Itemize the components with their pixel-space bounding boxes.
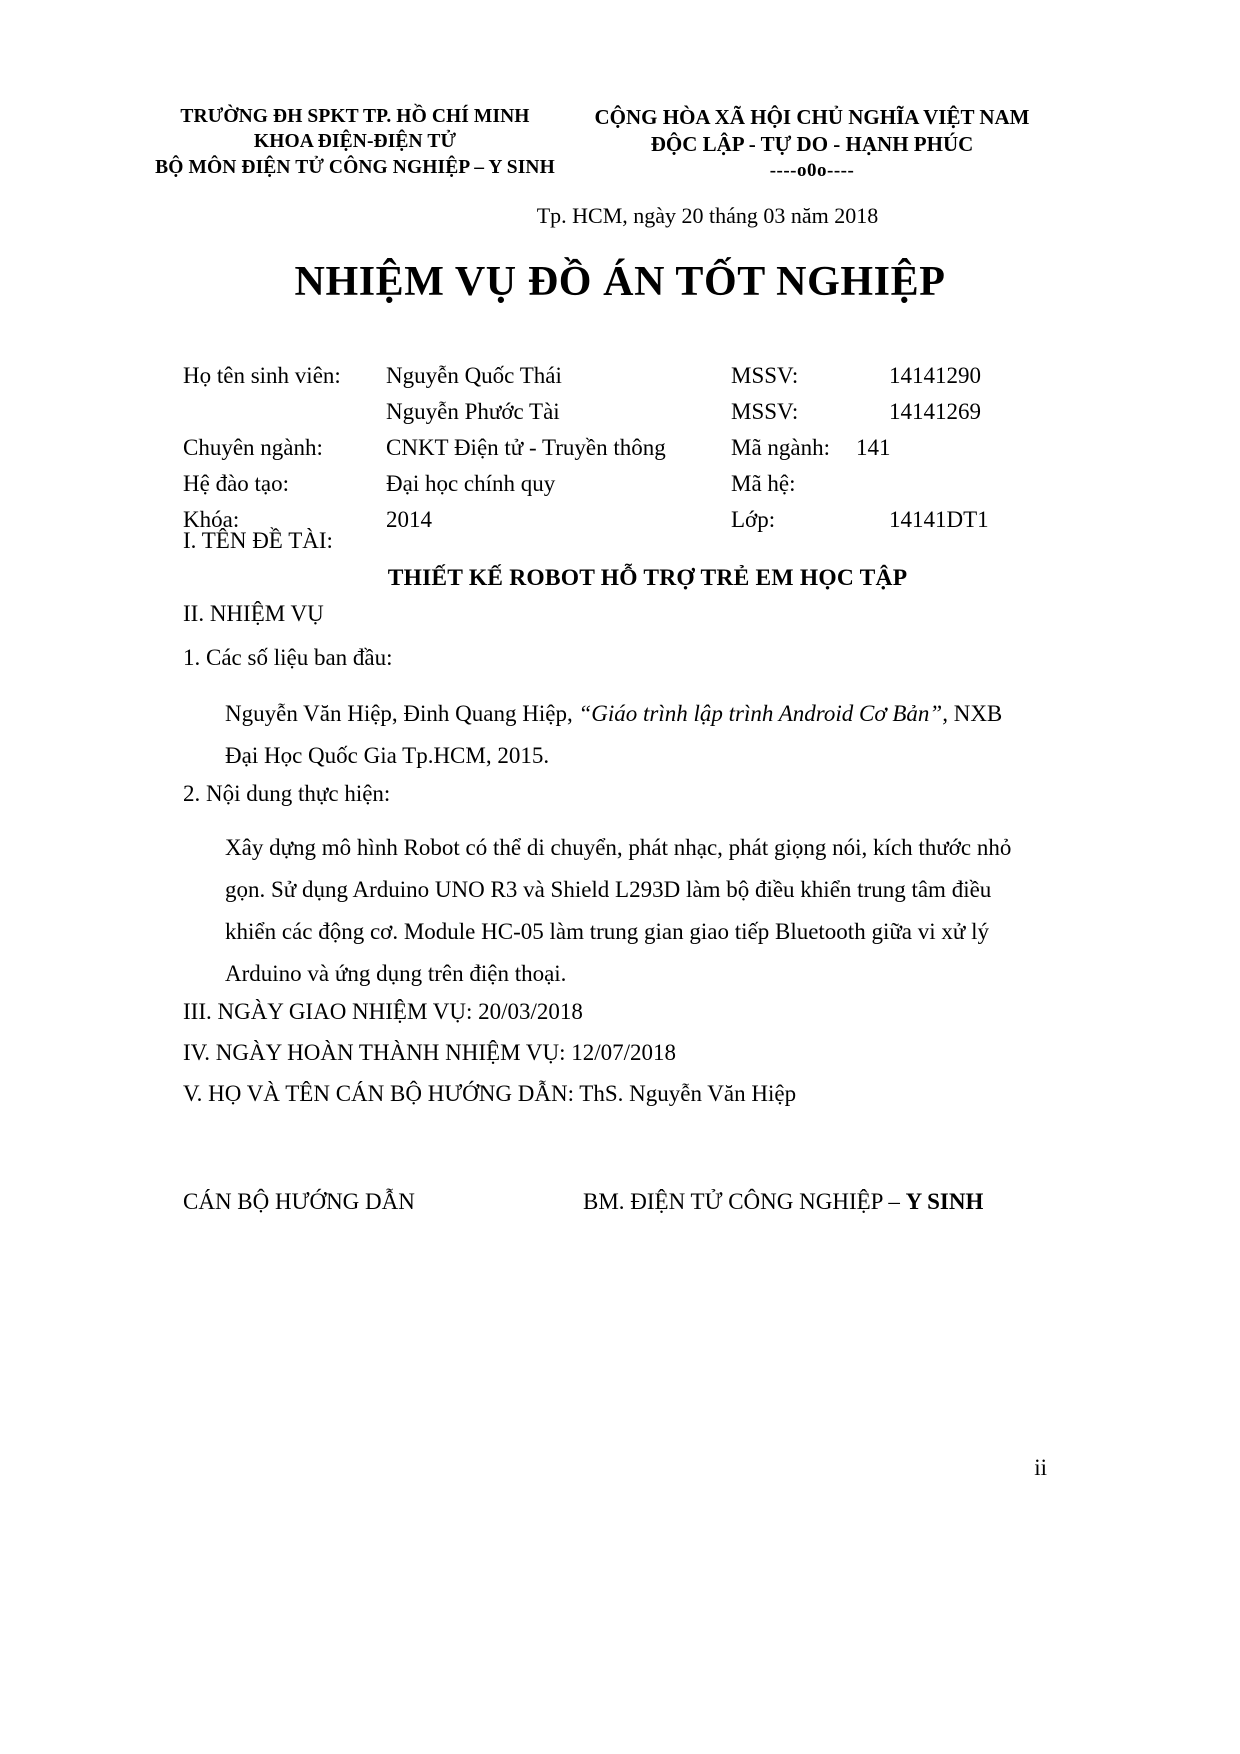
document-header	[0, 104, 1240, 183]
info-value2: 14141269	[889, 399, 981, 424]
table-row	[183, 436, 1083, 472]
section-4-heading: IV. NGÀY HOÀN THÀNH NHIỆM VỤ: 12/07/2018	[183, 1040, 677, 1065]
section-1-heading: I. TÊN ĐỀ TÀI:	[183, 528, 333, 553]
page-title: NHIỆM VỤ ĐỒ ÁN TỐT NGHIỆP	[294, 259, 946, 305]
info-value: Nguyễn Quốc Thái	[386, 363, 562, 388]
info-value: CNKT Điện tử - Truyền thông	[386, 435, 666, 460]
info-label2: MSSV:	[731, 399, 799, 424]
table-row	[183, 364, 1083, 400]
info-label2: Mã ngành:	[731, 435, 831, 460]
section-2-heading: II. NHIỆM VỤ	[183, 601, 324, 626]
reference-publisher: NXB Đại Học Quốc Gia Tp.HCM, 2015.	[225, 701, 1003, 768]
section-2-item-2-body: Xây dựng mô hình Robot có thể di chuyển, phát nhạc, phát giọng nói, kích thước nhỏ gọn. Sử dụng Arduino UNO R3 và Shield L293D làm bộ điều khiển trung tâm điều khiển các động cơ. Module HC-05 làm trung gian giao tiếp Bluetooth giữa vi xử lý Arduino và ứng dụng trên điện thoại.	[225, 835, 1012, 986]
info-label2: Mã hệ:	[731, 471, 796, 496]
header-divider-ornament: ----o0o----	[769, 159, 855, 181]
header-university-line2: KHOA ĐIỆN-ĐIỆN TỬ	[253, 131, 457, 153]
reference-book-title: “Giáo trình lập trình Android Cơ Bản”,	[578, 701, 948, 726]
info-label2: Lớp:	[731, 507, 776, 532]
header-university-block	[145, 104, 565, 183]
section-5-heading: V. HỌ VÀ TÊN CÁN BỘ HƯỚNG DẪN: ThS. Nguyễn Văn Hiệp	[183, 1081, 797, 1106]
info-value: Nguyễn Phước Tài	[386, 399, 560, 424]
info-value: 2014	[386, 507, 432, 532]
section-2-item-1-label: 1. Các số liệu ban đầu:	[183, 645, 393, 670]
info-label: Khóa:	[183, 507, 240, 532]
reference-authors: Nguyễn Văn Hiệp, Đinh Quang Hiệp,	[225, 701, 579, 726]
info-value2: 14141290	[889, 363, 981, 388]
signature-department-normal: BM. ĐIỆN TỬ CÔNG NGHIỆP –	[583, 1189, 906, 1214]
header-university-line3: BỘ MÔN ĐIỆN TỬ CÔNG NGHIỆP – Y SINH	[155, 156, 555, 178]
section-1-thesis-title: THIẾT KẾ ROBOT HỖ TRỢ TRẺ EM HỌC TẬP	[387, 565, 908, 591]
header-national-line2: ĐỘC LẬP - TỰ DO - HẠNH PHÚC	[650, 132, 974, 157]
section-3-heading: III. NGÀY GIAO NHIỆM VỤ: 20/03/2018	[183, 999, 583, 1024]
student-info-table	[183, 364, 1083, 544]
info-label2: MSSV:	[731, 363, 799, 388]
date-line: Tp. HCM, ngày 20 tháng 03 năm 2018	[536, 203, 879, 228]
header-national-line1: CỘNG HÒA XÃ HỘI CHỦ NGHĨA VIỆT NAM	[594, 105, 1030, 129]
table-row	[183, 400, 1083, 436]
info-value2: 141	[856, 435, 891, 460]
header-university-line1: TRƯỜNG ĐH SPKT TP. HỒ CHÍ MINH	[180, 106, 530, 127]
signature-advisor-label: CÁN BỘ HƯỚNG DẪN	[183, 1189, 415, 1214]
info-label: Chuyên ngành:	[183, 435, 323, 460]
info-label: Hệ đào tạo:	[183, 471, 290, 496]
signature-department-label	[583, 1189, 983, 1215]
section-2-item-1-reference	[225, 693, 1015, 777]
header-national-block	[587, 104, 1037, 183]
signature-department-bold: Y SINH	[905, 1189, 984, 1214]
info-value: Đại học chính quy	[386, 471, 556, 496]
page-number: ii	[1034, 1455, 1047, 1480]
section-2-item-2-label: 2. Nội dung thực hiện:	[183, 781, 391, 806]
info-label: Họ tên sinh viên:	[183, 363, 341, 388]
signature-row	[183, 1189, 1083, 1215]
info-value2: 14141DT1	[889, 507, 989, 532]
table-row	[183, 472, 1083, 508]
